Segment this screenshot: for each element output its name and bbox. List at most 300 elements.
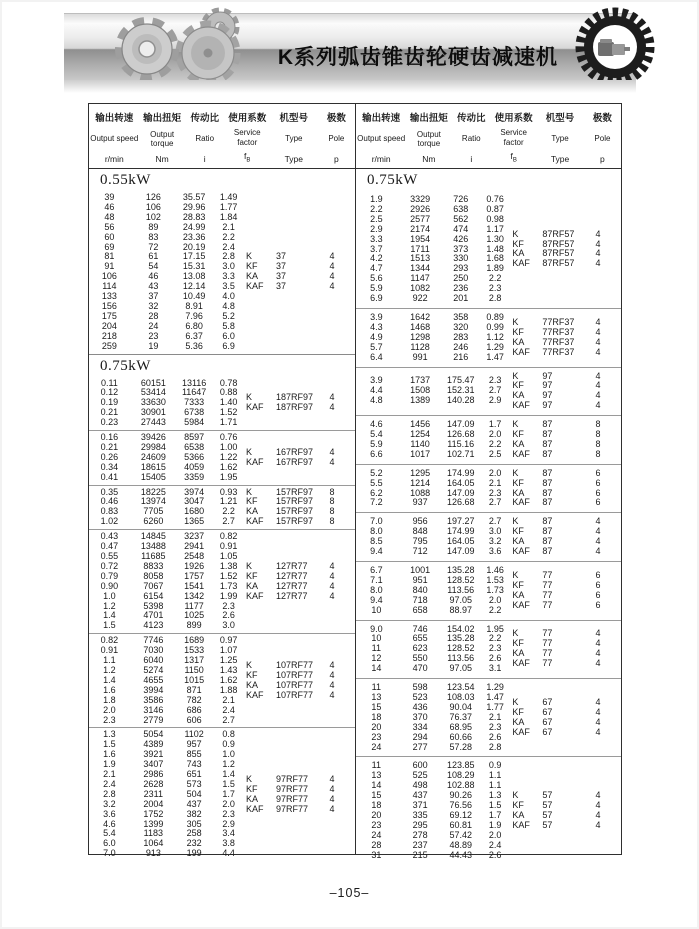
pole-value: 4: [595, 346, 601, 357]
spec-value: 6.4: [370, 351, 383, 362]
spec-value: 32: [148, 300, 159, 311]
spec-value: 3.8: [222, 838, 235, 849]
spec-value: 147.09: [446, 487, 475, 498]
spec-row: [89, 706, 246, 716]
spec-value: 215: [412, 849, 428, 860]
spec-value: 3.9: [370, 375, 383, 386]
spec-value: 523: [412, 691, 428, 702]
spec-value: 11647: [181, 387, 207, 398]
spec-value: 2.6: [488, 653, 502, 664]
spec-value: 9.4: [370, 594, 383, 605]
type-model: 87RF57: [542, 238, 575, 249]
type-model: 87: [542, 536, 553, 547]
spec-value: 135.28: [446, 565, 475, 575]
spec-value: 782: [186, 694, 202, 705]
spec-value: 23: [371, 819, 382, 830]
spec-value: 11685: [141, 551, 166, 561]
spec-value: 1.6: [103, 684, 116, 695]
type-model: 37: [275, 281, 286, 292]
type-model: 87: [542, 477, 553, 488]
spec-value: 128.52: [446, 643, 475, 654]
spec-value: 2.4: [222, 704, 235, 715]
spec-value: 0.93: [219, 486, 238, 497]
spec-value: 4.8: [222, 300, 235, 311]
spec-value: 24609: [140, 451, 166, 462]
type-model: 87RF57: [542, 248, 575, 259]
spec-row: [356, 498, 512, 508]
spec-value: 68.95: [449, 721, 472, 732]
spec-value: 277: [412, 741, 428, 752]
type-prefix: KA: [245, 793, 258, 804]
spec-value: 2941: [184, 541, 205, 552]
spec-value: 4059: [184, 461, 205, 472]
spec-value: 2.3: [222, 808, 235, 819]
spec-value: 10.49: [182, 291, 206, 302]
spec-value: 29.96: [182, 201, 206, 212]
spec-value: 7.0: [370, 516, 383, 527]
type-prefix: K: [512, 228, 519, 239]
spec-value: 24: [371, 741, 382, 752]
spec-group: [356, 464, 621, 513]
type-prefix: K: [245, 486, 252, 497]
spec-value: 1757: [184, 570, 205, 581]
spec-value: 126: [145, 192, 161, 202]
type-prefix: KF: [245, 570, 258, 581]
pole-value: 4: [329, 689, 335, 700]
column-header-cn: 输出扭矩: [143, 113, 182, 124]
spec-rows: [356, 376, 512, 406]
spec-value: 5.6: [370, 273, 383, 284]
spec-value: 1.29: [486, 682, 504, 693]
column-header: [584, 104, 621, 168]
spec-value: 18: [371, 800, 382, 811]
spec-value: 2.2: [488, 438, 502, 449]
spec-value: 4.3: [370, 321, 383, 332]
column-header-cn: 输出扭矩: [409, 113, 448, 124]
pole-value: 4: [329, 560, 335, 571]
spec-value: 2.7: [222, 714, 235, 725]
column-header-cn: 输出转速: [95, 113, 134, 124]
type-prefix: KF: [245, 669, 258, 680]
pole-value: 6: [595, 477, 601, 488]
spec-value: 922: [412, 293, 428, 304]
spec-value: 9.4: [370, 546, 383, 557]
type-model: 57: [542, 800, 553, 811]
pole-value: 6: [595, 589, 601, 600]
type-prefix: KAF: [245, 402, 264, 413]
right-body: [356, 169, 621, 864]
spec-value: 60: [104, 231, 115, 242]
spec-row: [89, 621, 246, 631]
spec-value: 0.19: [100, 397, 119, 408]
spec-value: 39426: [140, 432, 166, 443]
pole-value: 4: [329, 580, 335, 591]
spec-value: 23: [371, 731, 382, 742]
spec-value: 1.6: [103, 749, 116, 760]
spec-value: 7.2: [370, 497, 383, 508]
spec-value: 72: [148, 241, 159, 252]
pole-value: 4: [329, 803, 335, 814]
spec-value: 0.82: [219, 531, 238, 542]
pole-value: 6: [595, 487, 601, 498]
type-prefix: KA: [512, 336, 525, 347]
spec-value: 726: [453, 194, 469, 204]
spec-value: 197.27: [446, 516, 475, 527]
spec-value: 600: [412, 760, 428, 771]
type-model: 77RF37: [542, 336, 575, 347]
type-prefix: KF: [245, 496, 258, 507]
spec-value: 6.37: [185, 330, 203, 341]
type-model: 87RF57: [542, 258, 575, 269]
spec-value: 1.7: [488, 809, 502, 820]
spec-value: 2.3: [488, 721, 502, 732]
spec-value: 3.2: [488, 536, 502, 547]
spec-value: 3.6: [488, 546, 502, 557]
spec-value: 6.9: [222, 340, 235, 351]
spec-row: [89, 849, 246, 859]
spec-value: 2311: [143, 788, 164, 799]
spec-value: 2986: [143, 769, 164, 780]
spec-value: 1.95: [219, 471, 238, 482]
type-row: [246, 592, 355, 602]
spec-value: 2.9: [370, 223, 383, 234]
spec-group: [89, 430, 355, 485]
type-prefix: KA: [512, 589, 525, 600]
spec-value: 3.9: [370, 311, 383, 322]
spec-value: 28: [148, 310, 159, 321]
type-list: [246, 393, 355, 413]
spec-value: 1.7: [222, 788, 235, 799]
spec-value: 1.5: [103, 620, 116, 631]
spec-group: [356, 756, 621, 864]
spec-value: 1926: [184, 560, 205, 571]
spec-value: 48: [104, 211, 115, 222]
gear-left-icon: [122, 24, 172, 74]
spec-value: 35.57: [182, 192, 206, 202]
spec-value: 2.3: [488, 283, 502, 294]
pole-value: 4: [329, 793, 335, 804]
column-header: [185, 104, 225, 168]
spec-value: 0.89: [486, 311, 504, 322]
type-model: 77: [542, 589, 553, 600]
spec-value: 3237: [184, 531, 205, 542]
spec-value: 0.76: [486, 194, 504, 204]
pole-value: 4: [329, 402, 335, 413]
spec-value: 1.73: [219, 580, 238, 591]
type-prefix: KA: [512, 648, 525, 659]
pole-value: 4: [595, 238, 601, 249]
spec-value: 60.66: [449, 731, 472, 742]
column-header-unit: p: [333, 154, 339, 164]
spec-value: 1.5: [222, 778, 235, 789]
type-row: [512, 401, 621, 411]
spec-value: 295: [412, 819, 428, 830]
column-header-en: Type: [285, 134, 303, 144]
type-list: [246, 661, 355, 701]
spec-value: 1001: [410, 565, 431, 575]
type-model: 87: [542, 487, 553, 498]
spec-value: 3.0: [222, 261, 235, 272]
type-model: 77: [542, 648, 553, 659]
spec-value: 1399: [143, 818, 164, 829]
spec-value: 18: [371, 711, 382, 722]
type-model: 107RF77: [275, 669, 313, 680]
spec-value: 18225: [140, 486, 166, 497]
spec-value: 20.19: [182, 241, 206, 252]
spec-rows: [89, 636, 246, 725]
spec-value: 1508: [410, 385, 431, 396]
spec-rows: [89, 730, 246, 859]
spec-value: 3921: [143, 749, 164, 760]
spec-value: 88.97: [449, 604, 472, 615]
spec-value: 43: [148, 281, 159, 292]
spec-value: 6.6: [370, 448, 383, 459]
type-prefix: KAF: [245, 516, 264, 527]
spec-value: 3146: [143, 704, 164, 715]
spec-value: 5.5: [370, 477, 383, 488]
pole-value: 4: [595, 258, 601, 269]
spec-rows: [89, 433, 246, 483]
type-model: 87: [542, 429, 553, 440]
spec-value: 7333: [184, 397, 205, 408]
type-row: [512, 450, 621, 460]
type-row: [512, 791, 621, 801]
spec-row: [356, 396, 512, 406]
column-header-unit: $f_B$: [510, 151, 517, 164]
type-prefix: KAF: [245, 689, 264, 700]
spec-group: [89, 727, 355, 861]
type-model: 97RF77: [275, 783, 308, 794]
pole-value: 4: [329, 281, 335, 292]
spec-value: 0.41: [100, 471, 119, 482]
type-prefix: K: [512, 516, 519, 527]
spec-value: 5.36: [185, 340, 203, 351]
type-model: 157RF97: [275, 486, 313, 497]
type-model: 127R77: [275, 590, 308, 601]
spec-value: 1147: [410, 273, 430, 284]
type-prefix: KA: [512, 487, 525, 498]
gears-illustration: [92, 7, 282, 89]
spec-value: 0.79: [100, 570, 119, 581]
spec-value: 114: [102, 281, 117, 292]
pole-value: 4: [595, 390, 601, 401]
type-prefix: KAF: [512, 400, 530, 411]
spec-value: 90.04: [449, 701, 472, 712]
spec-value: 2.4: [488, 839, 502, 850]
spec-value: 76.56: [449, 800, 472, 811]
page-title: K系列弧齿锥齿轮硬齿减速机: [277, 46, 558, 69]
type-prefix: K: [245, 773, 252, 784]
spec-value: 236: [453, 283, 469, 294]
type-model: 77: [542, 599, 553, 610]
spec-value: 5.9: [370, 283, 383, 294]
type-row: [512, 381, 621, 391]
spec-value: 4389: [143, 739, 164, 750]
type-row: [512, 517, 621, 527]
left-body: [89, 169, 355, 861]
pole-value: 8: [329, 506, 335, 517]
spec-value: 54: [148, 261, 159, 272]
spec-value: 33630: [140, 397, 166, 408]
type-list: [512, 517, 621, 557]
spec-value: 1.38: [219, 560, 238, 571]
spec-value: 13488: [140, 541, 166, 552]
spec-value: 5.2: [370, 467, 383, 478]
pole-value: 4: [595, 228, 601, 239]
spec-value: 1689: [184, 635, 205, 646]
spec-value: 46: [148, 271, 159, 282]
type-prefix: K: [512, 696, 519, 707]
spec-value: 29984: [140, 441, 166, 452]
spec-value: 60151: [140, 377, 166, 388]
spec-value: 14: [371, 663, 382, 674]
spec-value: 4.4: [370, 385, 383, 396]
column-header: [491, 104, 536, 168]
spec-value: 2.1: [103, 769, 116, 780]
spec-value: 1.52: [219, 570, 238, 581]
spec-value: 5.7: [370, 341, 383, 352]
type-model: 127R77: [275, 580, 308, 591]
type-model: 87RF57: [542, 228, 575, 239]
spec-value: 1017: [410, 448, 431, 459]
spec-value: 334: [412, 721, 428, 732]
spec-value: 0.72: [100, 560, 119, 571]
spec-rows: [89, 193, 246, 352]
spec-value: 1.07: [219, 645, 238, 656]
column-header-cn: 输出转速: [362, 113, 401, 124]
spec-value: 216: [453, 351, 469, 362]
spec-value: 3974: [184, 486, 205, 497]
pole-value: 6: [595, 569, 601, 580]
power-rating-title: 0.75kW: [367, 172, 418, 188]
type-model: 77: [542, 638, 553, 649]
spec-value: 1.99: [219, 590, 238, 601]
spec-value: 6.7: [370, 565, 383, 575]
column-header-cn: 极数: [592, 113, 612, 124]
spec-value: 258: [186, 828, 202, 839]
spec-value: 3.6: [103, 808, 116, 819]
type-model: 37: [275, 251, 286, 262]
spec-value: 175.47: [446, 375, 475, 386]
spec-value: 498: [412, 780, 428, 791]
spec-value: 1.71: [219, 417, 238, 428]
pole-value: 4: [595, 819, 601, 830]
spec-value: 1.2: [103, 600, 116, 611]
spec-value: 2.1: [488, 711, 502, 722]
spec-rows: [356, 566, 512, 616]
power-section: [89, 354, 355, 862]
spec-value: 8058: [143, 570, 164, 581]
power-rating-title: 0.55kW: [100, 172, 151, 188]
spec-value: 23: [148, 330, 159, 341]
spec-row: [89, 517, 246, 527]
spec-value: 175: [101, 310, 117, 321]
power-section: [89, 169, 355, 354]
spec-value: 1.40: [219, 397, 238, 408]
type-prefix: KF: [512, 429, 524, 440]
spec-value: 2.0: [222, 798, 235, 809]
spec-value: 606: [186, 714, 202, 725]
column-header-en: Output speed: [90, 134, 139, 144]
type-row: [512, 581, 621, 591]
spec-value: 1.9: [103, 759, 116, 770]
power-section: [356, 169, 621, 864]
spec-value: 6738: [184, 407, 205, 418]
type-prefix: KA: [512, 438, 525, 449]
spec-value: 2.3: [488, 487, 502, 498]
spec-value: 0.78: [219, 377, 238, 388]
column-header-en: Output torque: [416, 129, 441, 148]
spec-value: 1.12: [486, 331, 504, 342]
pole-value: 4: [595, 336, 601, 347]
spec-value: 15: [371, 701, 382, 712]
type-row: [512, 639, 621, 649]
type-prefix: KF: [512, 477, 524, 488]
spec-value: 57.42: [449, 829, 472, 840]
spec-value: 1.22: [219, 451, 238, 462]
type-prefix: K: [512, 790, 519, 801]
type-model: 77: [542, 569, 553, 580]
spec-value: 28.83: [182, 211, 206, 222]
column-header-en: Type: [551, 134, 569, 144]
spec-value: 0.34: [100, 461, 119, 472]
spec-value: 91: [104, 261, 115, 272]
spec-value: 0.9: [488, 760, 502, 771]
type-model: 97RF77: [275, 773, 308, 784]
type-model: 107RF77: [275, 660, 313, 671]
spec-row: [356, 733, 512, 743]
pole-value: 4: [595, 716, 601, 727]
spec-value: 562: [453, 213, 469, 224]
spec-value: 1541: [184, 580, 205, 591]
type-row: [512, 479, 621, 489]
pole-value: 4: [329, 271, 335, 282]
pole-value: 4: [595, 546, 601, 557]
type-model: 87: [542, 546, 553, 557]
spec-value: 15.31: [182, 261, 206, 272]
type-prefix: KAF: [245, 456, 264, 467]
spec-value: 1.53: [486, 574, 504, 585]
spec-row: [356, 450, 512, 460]
power-rating-title: 0.75kW: [100, 357, 151, 374]
pole-value: 4: [329, 570, 335, 581]
type-model: 107RF77: [275, 679, 313, 690]
type-prefix: KA: [512, 809, 525, 820]
spec-value: 14845: [140, 531, 166, 542]
type-list: [246, 775, 355, 815]
pole-value: 4: [329, 251, 335, 262]
spec-value: 1254: [410, 429, 431, 440]
spec-value: 686: [186, 704, 202, 715]
spec-value: 250: [453, 273, 469, 284]
type-prefix: KAF: [512, 258, 530, 269]
type-model: 97: [542, 390, 553, 401]
spec-value: 6.2: [370, 487, 383, 498]
spec-value: 13: [371, 770, 382, 781]
spec-value: 76.37: [449, 711, 472, 722]
spec-value: 31: [371, 849, 382, 860]
spec-value: 2.7: [488, 385, 502, 396]
pole-value: 4: [595, 536, 601, 547]
spec-value: 335: [412, 809, 428, 820]
spec-value: 1.4: [103, 610, 116, 621]
column-header-en: Output torque: [150, 129, 175, 148]
type-model: 57: [542, 790, 553, 801]
spec-value: 871: [186, 684, 202, 695]
spec-value: 12: [371, 653, 382, 664]
spec-value: 57.28: [449, 741, 472, 752]
type-prefix: K: [245, 446, 252, 457]
